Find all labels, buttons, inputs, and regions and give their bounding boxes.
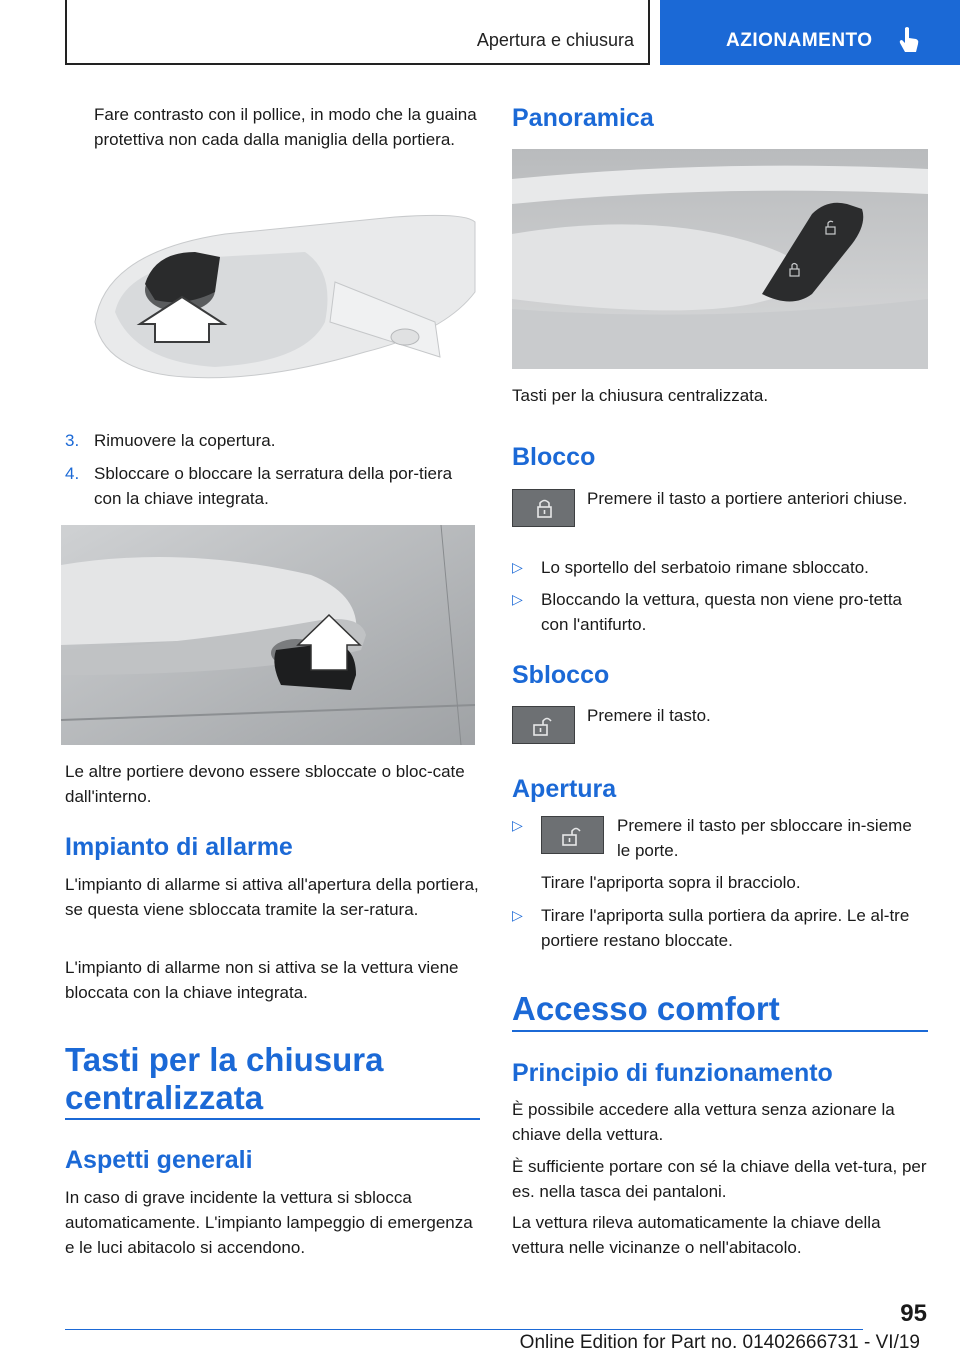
opening-bullet-1-continuation: Tirare l'apriporta sopra il bracciolo. [541, 873, 801, 892]
door-lock-key-image [61, 525, 475, 745]
alarm-paragraph-1: L'impianto di allarme si attiva all'apertura della portiera, se questa viene sbloccata tramite la ser-ratura. [65, 875, 479, 919]
edition-footer: Online Edition for Part no. 01402666731 - VI/19 [519, 1332, 920, 1353]
principle-heading: Principio di funzionamento [512, 1059, 833, 1087]
alarm-paragraph-2: L'impianto di allarme non si attiva se la vettura viene bloccata con la chiave integrata. [65, 958, 459, 1002]
step-text: Rimuovere la copertura. [94, 431, 276, 450]
header-chapter-title: AZIONAMENTO [726, 30, 873, 51]
comfort-access-heading: Accesso comfort [512, 990, 780, 1027]
section-divider [512, 1030, 928, 1032]
bullet-triangle-icon: ▷ [512, 817, 523, 833]
intro-paragraph: Fare contrasto con il pollice, in modo che la guaina protettiva non cada dalla maniglia della portiera. [94, 105, 477, 149]
overview-heading: Panoramica [512, 104, 654, 132]
section-divider [65, 1118, 480, 1120]
unlock-button-icon-small [541, 816, 604, 854]
central-locking-buttons-image [512, 149, 928, 369]
step-text: Sbloccare o bloccare la serratura della por-tiera con la chiave integrata. [94, 464, 453, 508]
step-number: 4. [65, 464, 80, 483]
alarm-heading: Impianto di allarme [65, 833, 293, 861]
bullet-text: Bloccando la vettura, questa non viene pro-tetta con l'antifurto. [541, 590, 903, 634]
overview-caption: Tasti per la chiusura centralizzata. [512, 386, 769, 405]
general-heading: Aspetti generali [65, 1146, 253, 1174]
after-image-paragraph: Le altre portiere devono essere sbloccate o bloc-cate dall'interno. [65, 762, 465, 806]
bullet-triangle-icon: ▷ [512, 907, 523, 923]
unlock-text: Premere il tasto. [587, 706, 711, 725]
opening-heading: Apertura [512, 775, 617, 803]
unlock-button-icon [512, 706, 575, 744]
principle-paragraph-2: È sufficiente portare con sé la chiave della vet-tura, per es. nella tasca dei pantaloni. [512, 1157, 927, 1201]
principle-paragraph-3: La vettura rileva automaticamente la chiave della vettura nelle vicinanze o nell'abitacolo. [512, 1213, 881, 1257]
step-number: 3. [65, 431, 80, 450]
lock-button-icon [512, 489, 575, 527]
hand-pointer-icon [898, 26, 920, 54]
keys-section-heading: Tasti per la chiusura centralizzata [65, 1041, 384, 1116]
opening-bullet-1-text: Premere il tasto per sbloccare in-sieme le porte. [617, 816, 912, 860]
general-paragraph: In caso di grave incidente la vettura si sblocca automaticamente. L'impianto lampeggio di emergenza e le luci abitacolo si accendono. [65, 1188, 473, 1257]
page-number: 95 [900, 1300, 927, 1327]
header-section-tab [65, 0, 650, 65]
door-handle-cover-image [65, 212, 477, 382]
footer-divider [65, 1329, 863, 1330]
bullet-text: Tirare l'apriporta sulla portiera da aprire. Le al-tre portiere restano bloccate. [541, 906, 910, 950]
principle-paragraph-1: È possibile accedere alla vettura senza azionare la chiave della vettura. [512, 1100, 895, 1144]
unlock-heading: Sblocco [512, 661, 610, 689]
header-chapter-tab [660, 0, 960, 65]
bullet-triangle-icon: ▷ [512, 559, 523, 575]
bullet-triangle-icon: ▷ [512, 591, 523, 607]
bullet-text: Lo sportello del serbatoio rimane sbloccato. [541, 558, 869, 577]
lock-heading: Blocco [512, 443, 596, 471]
header-section-title: Apertura e chiusura [476, 30, 634, 50]
lock-text: Premere il tasto a portiere anteriori chiuse. [587, 489, 908, 508]
